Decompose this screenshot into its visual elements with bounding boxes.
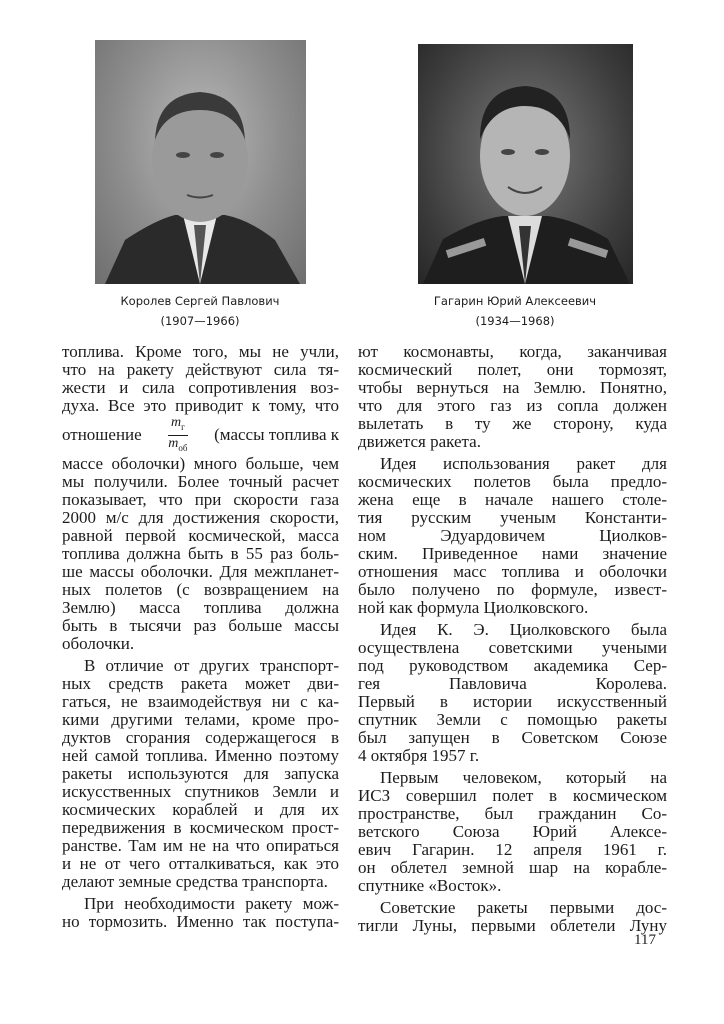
text-line: Советские ракеты первыми дос-: [380, 898, 667, 917]
text-line: гаться, не взаимодействуя ни с ка-: [62, 692, 339, 711]
text-line: ше массы оболочки. Для межпланет-: [62, 562, 339, 581]
text-column-left: [62, 343, 339, 935]
paragraph: [358, 769, 667, 895]
text-line: массе оболочки) много больше, чем: [62, 454, 339, 473]
text-line: гея Павловича Королева.: [358, 674, 667, 693]
text-line: Идея использования ракет для: [380, 454, 667, 473]
text-line: кими другими телами, кроме про-: [62, 710, 339, 729]
text-line: вылетать в ту же сторону, куда: [358, 414, 667, 433]
text-line: жести и сила сопротивления воз-: [62, 378, 339, 397]
page-number: 117: [634, 932, 656, 948]
paragraph: [358, 621, 667, 765]
portrait-gagarin-illustration: [418, 44, 633, 284]
text-line: под руководством академика Сер-: [358, 656, 667, 675]
text-line: искусственных спутников Земли и: [62, 782, 339, 801]
text-line: было получено по формуле, извест-: [358, 580, 667, 599]
text-column-right: [358, 343, 667, 939]
fraction-numerator: [168, 415, 188, 436]
text-line: ных средств ракета может дви-: [62, 674, 339, 693]
text-line: духа. Все это приводит к тому, что: [62, 396, 339, 415]
text-line: ракеты используются для запуска: [62, 764, 339, 783]
text-line: он облетел земной шар на корабле-: [358, 858, 667, 877]
portrait-name: Гагарин Юрий Алексеевич: [433, 294, 597, 308]
text-line: топлива должна быть в 55 раз боль-: [62, 544, 339, 563]
portrait-korolev-photo: [95, 40, 306, 284]
portrait-caption-gagarin: [385, 291, 645, 331]
text-line: что для этого газ из сопла должен: [358, 396, 667, 415]
text-line: Первый в истории искусственный: [358, 692, 667, 711]
portrait-caption-korolev: [70, 291, 330, 331]
text-line: 2000 м/с для достижения скорости,: [62, 508, 339, 527]
text-line: евич Гагарин. 12 апреля 1961 г.: [358, 840, 667, 859]
text-line: ных полетов (с возвращением на: [62, 580, 339, 599]
text-line: и не от чего отталкиваться, как это: [62, 854, 339, 873]
paragraph: [62, 657, 339, 891]
text-line: был запущен в Советском Союзе: [358, 728, 667, 747]
portrait-years: (1907—1966): [160, 314, 240, 328]
text-line: спутник Земли с помощью ракеты: [358, 710, 667, 729]
text-line: ней самой топлива. Именно поэтому: [62, 746, 339, 765]
text-line: пространстве, был гражданин Со-: [358, 804, 667, 823]
portrait-years: (1934—1968): [475, 314, 555, 328]
text-line: отношения масс топлива и оболочки: [358, 562, 667, 581]
paragraph: [358, 343, 667, 451]
text-line: осуществлена советскими учеными: [358, 638, 667, 657]
portrait-name: Королев Сергей Павлович: [120, 294, 280, 308]
mass-ratio-fraction: [168, 415, 188, 456]
text-line: ранстве. Там им не на что опираться: [62, 836, 339, 855]
text-line: При необходимости ракету мож-: [84, 894, 339, 913]
paragraph: [62, 343, 339, 653]
text-line: космических кораблей и для их: [62, 800, 339, 819]
text-line: Идея К. Э. Циолковского была: [380, 620, 667, 639]
text-line: космический полет, они тормозят,: [358, 360, 667, 379]
text-fragment: (массы топлива к: [214, 425, 339, 444]
text-line: но тормозить. Именно так поступа-: [62, 912, 339, 931]
text-line: мы получили. Более точный расчет: [62, 472, 339, 491]
text-line: ной как формула Циолковского.: [358, 598, 589, 617]
text-line: дуктов сгорания содержащегося в: [62, 728, 339, 747]
text-line: ИСЗ совершил полет в космическом: [358, 786, 667, 805]
text-line: что на ракету действуют сила тя-: [62, 360, 339, 379]
text-line: космических полетов была предло-: [358, 472, 667, 491]
text-line: ном Эдуардовичем Циолков-: [358, 526, 667, 545]
text-line: тигли Луны, первыми облетели Луну: [358, 916, 667, 935]
paragraph: [358, 455, 667, 617]
text-line: топлива. Кроме того, мы не учли,: [62, 342, 339, 361]
portrait-korolev-illustration: [95, 40, 306, 284]
text-line: показывает, что при скорости газа: [62, 490, 339, 509]
text-line: Землю) масса топлива должна: [62, 598, 339, 617]
paragraph: [358, 899, 667, 935]
variable: m: [168, 435, 179, 451]
subscript: г: [181, 421, 185, 432]
text-line: равной первой космической, масса: [62, 526, 339, 545]
text-line: делают земные средства транспорта.: [62, 872, 328, 891]
text-fragment: отношение: [62, 425, 142, 444]
text-line: ветского Союза Юрий Алексе-: [358, 822, 667, 841]
text-line: чтобы вернуться на Землю. Понятно,: [358, 378, 667, 397]
variable: m: [171, 414, 182, 430]
text-line: быть в тысячи раз больше массы: [62, 616, 339, 635]
portrait-gagarin-photo: [418, 44, 633, 284]
text-line: оболочки.: [62, 634, 135, 653]
text-line: движется ракета.: [358, 432, 481, 451]
text-line: спутнике «Восток».: [358, 876, 502, 895]
text-line: В отличие от других транспорт-: [84, 656, 339, 675]
text-line: передвижения в космическом прост-: [62, 818, 339, 837]
text-line: Первым человеком, который на: [380, 768, 667, 787]
fraction-denominator: [168, 436, 187, 456]
text-line: тия русским ученым Константи-: [358, 508, 667, 527]
text-line: ют космонавты, когда, заканчивая: [358, 342, 667, 361]
text-line: жена еще в начале нашего столе-: [358, 490, 667, 509]
text-line: ским. Приведенное нами значение: [358, 544, 667, 563]
subscript: об: [178, 442, 188, 453]
paragraph: [62, 895, 339, 931]
text-line: 4 октября 1957 г.: [358, 746, 480, 765]
text-line-with-fraction: [62, 415, 339, 455]
